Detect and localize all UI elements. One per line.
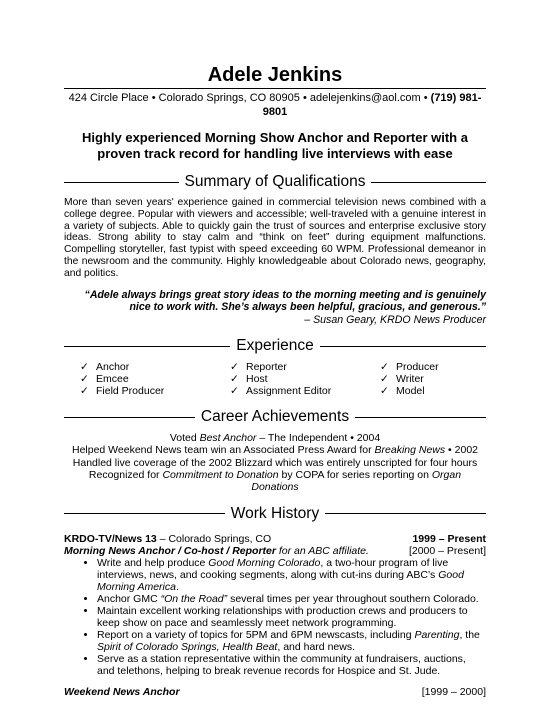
achievement-text: – The Independent • 2004: [256, 432, 381, 445]
job-employer-line: [64, 533, 271, 545]
job-dates: 1999 – Present: [412, 532, 486, 545]
achievement-emphasis: Best Anchor: [199, 432, 257, 445]
duty-emphasis: Good Morning Colorado: [208, 556, 321, 569]
section-header-achievements: [64, 408, 486, 426]
section-header-work: [64, 505, 486, 523]
testimonial-author: – Susan Geary, KRDO News Producer: [304, 313, 486, 326]
experience-item: [230, 373, 380, 385]
duty-text: .: [175, 580, 179, 593]
experience-label: Reporter: [246, 361, 287, 374]
job-role-title: Morning News Anchor / Co-host / Reporter: [64, 544, 276, 557]
duty-text: Write and help produce: [97, 556, 209, 569]
checkmark-icon: ✓: [380, 361, 389, 374]
experience-label: Producer: [396, 361, 439, 374]
achievement-text: Helped Weekend News team win an Associated Press Award for: [71, 444, 375, 457]
job-duties-list: [64, 557, 486, 677]
achievement-item: Handled live coverage of the 2002 Blizzard which was entirely unscripted for four hours: [72, 456, 478, 469]
achievement-item: [64, 444, 486, 456]
experience-list: [80, 361, 486, 397]
summary-text: More than seven years' experience gained in commercial television news combined with a college degree. Popular with viewers and accessible; well-traveled with a genuine interest in a variety of subjects. Able to quickly gain the trust of sources and enterprise exclusive story ideas. Strong ability to stay calm and “think on feet” during equipment malfunctions. Compelling storyteller, fast typist with speed exceeding 60 WPM. Professional demeanor in the newsroom and the community. Highly knowledgeable about Colorado news, geography, and politics.: [64, 197, 486, 279]
list-item: [97, 629, 486, 653]
job-employer: KRDO-TV/News 13: [64, 532, 157, 545]
duty-text: , and hard news.: [277, 640, 355, 653]
achievements-list: [64, 432, 486, 493]
achievement-item: [64, 432, 486, 444]
header-rule: [64, 88, 486, 89]
section-title-summary: Summary of Qualifications: [184, 173, 366, 190]
checkmark-icon: ✓: [80, 385, 89, 398]
duty-text: Anchor GMC: [97, 592, 161, 605]
experience-label: Model: [396, 385, 425, 398]
achievement-text: • 2002: [445, 444, 479, 457]
contact-address: 424 Circle Place • Colorado Springs, CO 80905 • adelejenkins@aol.com •: [68, 92, 431, 104]
achievement-text: by COPA for series reporting on: [278, 468, 432, 481]
achievement-emphasis: Organ Donations: [251, 468, 462, 494]
job-role: [64, 545, 369, 557]
contact-line: [64, 91, 486, 119]
experience-item: [80, 361, 230, 373]
section-rule: [355, 417, 486, 418]
checkmark-icon: ✓: [380, 373, 389, 386]
experience-item: [230, 361, 380, 373]
experience-item: [80, 373, 230, 385]
duty-emphasis: Parenting: [414, 628, 460, 641]
testimonial-quote: “Adele always brings great story ideas to the morning meeting and is genuinely nice to work with. She’s always been helpful, gracious, and generous.”: [84, 288, 486, 314]
achievement-emphasis: Commitment to Donation: [162, 468, 279, 481]
checkmark-icon: ✓: [230, 361, 239, 374]
experience-item: [230, 385, 380, 397]
section-rule: [64, 417, 195, 418]
checkmark-icon: ✓: [230, 373, 239, 386]
section-title-experience: Experience: [236, 337, 314, 355]
candidate-name: Adele Jenkins: [207, 64, 343, 86]
section-header-summary: [64, 173, 486, 191]
section-rule: [371, 182, 486, 183]
experience-item: [80, 385, 230, 397]
job-header-2: [64, 686, 486, 698]
section-rule: [325, 513, 486, 514]
achievement-text: Recognized for: [88, 468, 163, 481]
experience-label: Host: [246, 373, 268, 386]
list-item: [97, 593, 486, 605]
experience-label: Assignment Editor: [246, 385, 332, 398]
list-item: [97, 557, 486, 593]
duty-text: , the: [459, 628, 480, 641]
duty-text: Report on a variety of topics for 5PM and 6PM newscasts, including: [97, 628, 415, 641]
job-header: [64, 533, 486, 545]
contact-phone: (719) 981-9801: [262, 92, 482, 118]
experience-label: Emcee: [96, 373, 129, 386]
checkmark-icon: ✓: [80, 373, 89, 386]
experience-label: Writer: [396, 373, 424, 386]
job-role-line: [64, 545, 486, 557]
experience-label: Field Producer: [96, 385, 165, 398]
duty-emphasis: Good Morning America: [97, 568, 464, 593]
checkmark-icon: ✓: [80, 361, 89, 374]
job-role-2: Weekend News Anchor: [64, 685, 180, 698]
achievement-emphasis: Breaking News: [374, 444, 446, 457]
duty-emphasis: Spirit of Colorado Springs, Health Beat: [97, 640, 278, 653]
duty-text: , a two-hour program of live interviews, news, and cooking segments, along with cut-ins during ABC’s: [97, 556, 449, 581]
section-title-work: Work History: [230, 504, 320, 522]
list-item: • Serve as a station representative within the community at fundraisers, auctions, and telethons, helping to break revenue records for Hospice and St. Jude.: [97, 653, 486, 677]
achievement-text: Voted: [169, 432, 200, 445]
section-title-achievements: Career Achievements: [200, 408, 350, 426]
experience-item: [380, 385, 500, 397]
section-rule: [64, 346, 230, 347]
headline: Highly experienced Morning Show Anchor and Reporter with a proven track record for handling live interviews with ease: [82, 130, 468, 161]
checkmark-icon: ✓: [230, 385, 239, 398]
section-rule: [320, 346, 486, 347]
job-role-note: for an ABC affiliate.: [275, 544, 369, 557]
experience-label: Anchor: [96, 361, 130, 374]
achievement-item: [64, 469, 486, 494]
experience-item: [380, 373, 500, 385]
duty-text: several times per year throughout southern Colorado.: [227, 592, 479, 605]
duty-emphasis: “On the Road”: [160, 592, 228, 605]
section-header-experience: [64, 337, 486, 355]
job-dates-2: [1999 – 2000]: [421, 685, 486, 698]
job-location: – Colorado Springs, CO: [156, 532, 272, 545]
experience-item: [380, 361, 500, 373]
job-role-dates: [2000 – Present]: [408, 544, 486, 557]
section-rule: [64, 513, 225, 514]
checkmark-icon: ✓: [380, 385, 389, 398]
section-rule: [64, 182, 179, 183]
list-item: • Maintain excellent working relationships with production crews and producers to keep show on pace and seamlessly meet network programming.: [97, 605, 486, 629]
